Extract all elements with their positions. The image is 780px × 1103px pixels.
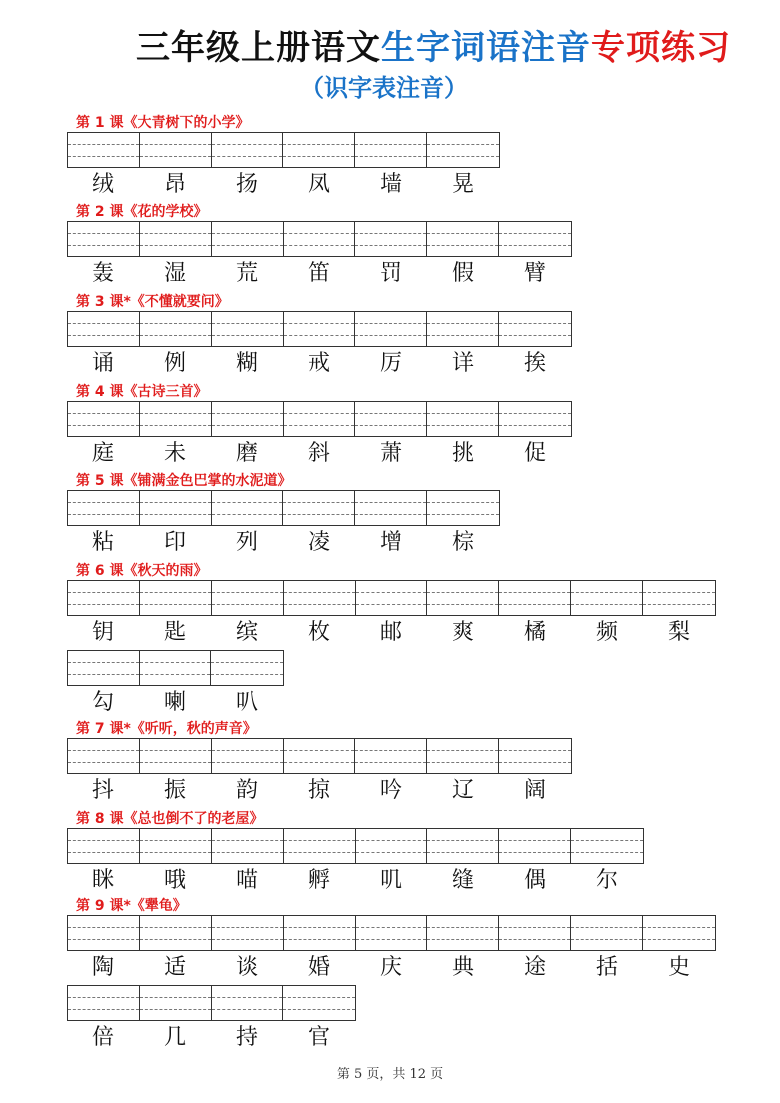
- chinese-character: 糊: [235, 351, 258, 376]
- pinyin-writing-grid[interactable]: [67, 738, 572, 774]
- lesson-header: 第 7 课*《听听，秋的声音》: [76, 721, 257, 737]
- pinyin-cell[interactable]: [427, 222, 499, 256]
- page-subtitle: （识字表注音）: [300, 74, 468, 102]
- chinese-character: 史: [667, 955, 690, 980]
- chinese-character: 庆: [379, 955, 402, 980]
- chinese-character: 喵: [235, 868, 258, 893]
- chinese-character: 斜: [307, 441, 330, 466]
- lesson-header: 第 6 课《秋天的雨》: [76, 563, 208, 579]
- chinese-character: 增: [379, 530, 402, 555]
- pinyin-cell[interactable]: [212, 402, 284, 436]
- lesson-header: 第 4 课《古诗三首》: [76, 384, 208, 400]
- chinese-character: 吟: [379, 778, 402, 803]
- chinese-character: 尔: [595, 868, 618, 893]
- chinese-character: 缤: [235, 620, 258, 645]
- chinese-character: 凌: [307, 530, 330, 555]
- pinyin-cell[interactable]: [284, 312, 356, 346]
- chinese-character: 未: [163, 441, 186, 466]
- chinese-character: 笛: [307, 261, 330, 286]
- pinyin-cell[interactable]: [140, 829, 212, 863]
- pinyin-cell[interactable]: [212, 312, 284, 346]
- chinese-character: 墙: [379, 172, 402, 197]
- pinyin-cell[interactable]: [140, 491, 212, 525]
- pinyin-writing-grid[interactable]: [67, 490, 500, 526]
- pinyin-cell[interactable]: [643, 581, 715, 615]
- chinese-character: 掠: [307, 778, 330, 803]
- character-row: [67, 866, 643, 896]
- chinese-character: 枚: [307, 620, 330, 645]
- pinyin-cell[interactable]: [284, 222, 356, 256]
- chinese-character: 挑: [451, 441, 474, 466]
- chinese-character: 诵: [91, 351, 114, 376]
- lesson-header: 第 2 课《花的学校》: [76, 204, 208, 220]
- chinese-character: 湿: [163, 261, 186, 286]
- pinyin-cell[interactable]: [140, 222, 212, 256]
- pinyin-cell[interactable]: [499, 916, 571, 950]
- pinyin-cell[interactable]: [140, 651, 212, 685]
- chinese-character: 促: [523, 441, 546, 466]
- chinese-character: 印: [163, 530, 186, 555]
- pinyin-cell[interactable]: [571, 581, 643, 615]
- chinese-character: 孵: [307, 868, 330, 893]
- character-row: [67, 618, 715, 648]
- character-row: [67, 439, 571, 469]
- pinyin-cell[interactable]: [212, 916, 284, 950]
- chinese-character: 昂: [163, 172, 186, 197]
- pinyin-cell[interactable]: [140, 581, 212, 615]
- chinese-character: 钥: [91, 620, 114, 645]
- lesson-header: 第 8 课《总也倒不了的老屋》: [76, 811, 264, 827]
- chinese-character: 适: [163, 955, 186, 980]
- pinyin-cell[interactable]: [499, 402, 571, 436]
- character-row: [67, 776, 571, 806]
- pinyin-cell[interactable]: [68, 222, 140, 256]
- pinyin-cell[interactable]: [68, 491, 140, 525]
- pinyin-cell[interactable]: [140, 312, 212, 346]
- chinese-character: 绒: [91, 172, 114, 197]
- chinese-character: 爽: [451, 620, 474, 645]
- chinese-character: 叽: [379, 868, 402, 893]
- chinese-character: 挨: [523, 351, 546, 376]
- pinyin-cell[interactable]: [68, 739, 140, 773]
- chinese-character: 例: [163, 351, 186, 376]
- character-row: [67, 953, 715, 983]
- chinese-character: 阔: [523, 778, 546, 803]
- chinese-character: 棕: [451, 530, 474, 555]
- pinyin-cell[interactable]: [68, 916, 140, 950]
- title-part-1: 三年级上册语文: [136, 28, 381, 68]
- pinyin-cell[interactable]: [284, 739, 356, 773]
- chinese-character: 谈: [235, 955, 258, 980]
- character-row: [67, 688, 283, 718]
- character-row: [67, 259, 571, 289]
- pinyin-writing-grid[interactable]: [67, 828, 644, 864]
- pinyin-cell[interactable]: [427, 739, 499, 773]
- pinyin-cell[interactable]: [499, 739, 571, 773]
- chinese-character: 假: [451, 261, 474, 286]
- character-row: [67, 349, 571, 379]
- pinyin-cell[interactable]: [140, 916, 212, 950]
- pinyin-cell[interactable]: [499, 312, 571, 346]
- chinese-character: 列: [235, 530, 258, 555]
- lesson-header: 第 3 课*《不懂就要问》: [76, 294, 229, 310]
- pinyin-cell[interactable]: [355, 739, 427, 773]
- page-footer: 第 5 页，共 12 页: [336, 1067, 444, 1082]
- pinyin-writing-grid[interactable]: [67, 132, 500, 168]
- pinyin-cell[interactable]: [427, 829, 499, 863]
- pinyin-cell[interactable]: [283, 133, 355, 167]
- lesson-header: 第 1 课《大青树下的小学》: [76, 115, 250, 131]
- chinese-character: 辽: [451, 778, 474, 803]
- pinyin-cell[interactable]: [355, 402, 427, 436]
- pinyin-cell[interactable]: [284, 581, 356, 615]
- title-part-2: 生字词语注音: [381, 28, 591, 68]
- chinese-character: 橘: [523, 620, 546, 645]
- character-row: [67, 170, 499, 200]
- chinese-character: 倍: [91, 1025, 114, 1050]
- pinyin-cell[interactable]: [212, 739, 284, 773]
- chinese-character: 晃: [451, 172, 474, 197]
- chinese-character: 臂: [523, 261, 546, 286]
- chinese-character: 振: [163, 778, 186, 803]
- pinyin-cell[interactable]: [643, 916, 715, 950]
- chinese-character: 韵: [235, 778, 258, 803]
- page-title: [136, 26, 736, 70]
- chinese-character: 扬: [235, 172, 258, 197]
- pinyin-cell[interactable]: [68, 581, 140, 615]
- pinyin-cell[interactable]: [140, 133, 212, 167]
- pinyin-cell[interactable]: [427, 491, 499, 525]
- chinese-character: 婚: [307, 955, 330, 980]
- pinyin-cell[interactable]: [427, 312, 499, 346]
- chinese-character: 哦: [163, 868, 186, 893]
- chinese-character: 典: [451, 955, 474, 980]
- chinese-character: 庭: [91, 441, 114, 466]
- character-row: [67, 528, 499, 558]
- chinese-character: 途: [523, 955, 546, 980]
- chinese-character: 勾: [91, 690, 114, 715]
- pinyin-cell[interactable]: [140, 739, 212, 773]
- character-row: [67, 1023, 355, 1053]
- pinyin-cell[interactable]: [68, 651, 140, 685]
- pinyin-cell[interactable]: [355, 312, 427, 346]
- pinyin-writing-grid[interactable]: [67, 650, 284, 686]
- pinyin-cell[interactable]: [212, 581, 284, 615]
- pinyin-cell[interactable]: [68, 133, 140, 167]
- chinese-character: 缝: [451, 868, 474, 893]
- lesson-header: 第 9 课*《犟龟》: [76, 898, 187, 914]
- pinyin-cell[interactable]: [571, 916, 643, 950]
- pinyin-cell[interactable]: [499, 829, 571, 863]
- pinyin-cell[interactable]: [356, 829, 428, 863]
- pinyin-writing-grid[interactable]: [67, 401, 572, 437]
- chinese-character: 梨: [667, 620, 690, 645]
- pinyin-cell[interactable]: [355, 491, 427, 525]
- chinese-character: 萧: [379, 441, 402, 466]
- chinese-character: 抖: [91, 778, 114, 803]
- pinyin-writing-grid[interactable]: [67, 985, 356, 1021]
- pinyin-cell[interactable]: [427, 133, 499, 167]
- chinese-character: 官: [307, 1025, 330, 1050]
- chinese-character: 频: [595, 620, 618, 645]
- chinese-character: 持: [235, 1025, 258, 1050]
- pinyin-cell[interactable]: [140, 986, 212, 1020]
- chinese-character: 罚: [379, 261, 402, 286]
- chinese-character: 详: [451, 351, 474, 376]
- pinyin-cell[interactable]: [427, 402, 499, 436]
- chinese-character: 眯: [91, 868, 114, 893]
- pinyin-cell[interactable]: [283, 986, 355, 1020]
- chinese-character: 凤: [307, 172, 330, 197]
- chinese-character: 厉: [379, 351, 402, 376]
- pinyin-cell[interactable]: [427, 581, 499, 615]
- pinyin-cell[interactable]: [212, 491, 284, 525]
- pinyin-cell[interactable]: [355, 133, 427, 167]
- pinyin-cell[interactable]: [212, 222, 284, 256]
- pinyin-cell[interactable]: [68, 312, 140, 346]
- pinyin-cell[interactable]: [212, 829, 284, 863]
- pinyin-cell[interactable]: [68, 829, 140, 863]
- chinese-character: 几: [163, 1025, 186, 1050]
- chinese-character: 叭: [235, 690, 258, 715]
- pinyin-cell[interactable]: [284, 402, 356, 436]
- pinyin-cell[interactable]: [356, 916, 428, 950]
- pinyin-cell[interactable]: [571, 829, 643, 863]
- chinese-character: 括: [595, 955, 618, 980]
- pinyin-writing-grid[interactable]: [67, 915, 716, 951]
- pinyin-cell[interactable]: [68, 986, 140, 1020]
- lesson-header: 第 5 课《铺满金色巴掌的水泥道》: [76, 473, 292, 489]
- pinyin-writing-grid[interactable]: [67, 580, 716, 616]
- chinese-character: 偶: [523, 868, 546, 893]
- chinese-character: 喇: [163, 690, 186, 715]
- pinyin-cell[interactable]: [284, 916, 356, 950]
- chinese-character: 邮: [379, 620, 402, 645]
- pinyin-cell[interactable]: [499, 581, 571, 615]
- chinese-character: 陶: [91, 955, 114, 980]
- chinese-character: 粘: [91, 530, 114, 555]
- pinyin-cell[interactable]: [212, 986, 284, 1020]
- pinyin-cell[interactable]: [356, 581, 428, 615]
- pinyin-cell[interactable]: [427, 916, 499, 950]
- pinyin-cell[interactable]: [499, 222, 571, 256]
- chinese-character: 匙: [163, 620, 186, 645]
- chinese-character: 戒: [307, 351, 330, 376]
- pinyin-cell[interactable]: [284, 829, 356, 863]
- pinyin-cell[interactable]: [68, 402, 140, 436]
- chinese-character: 磨: [235, 441, 258, 466]
- chinese-character: 轰: [91, 261, 114, 286]
- pinyin-writing-grid[interactable]: [67, 221, 572, 257]
- pinyin-cell[interactable]: [355, 222, 427, 256]
- chinese-character: 荒: [235, 261, 258, 286]
- title-part-3: 专项练习: [591, 28, 731, 68]
- pinyin-cell[interactable]: [211, 651, 283, 685]
- pinyin-cell[interactable]: [212, 133, 284, 167]
- pinyin-cell[interactable]: [140, 402, 212, 436]
- pinyin-cell[interactable]: [283, 491, 355, 525]
- pinyin-writing-grid[interactable]: [67, 311, 572, 347]
